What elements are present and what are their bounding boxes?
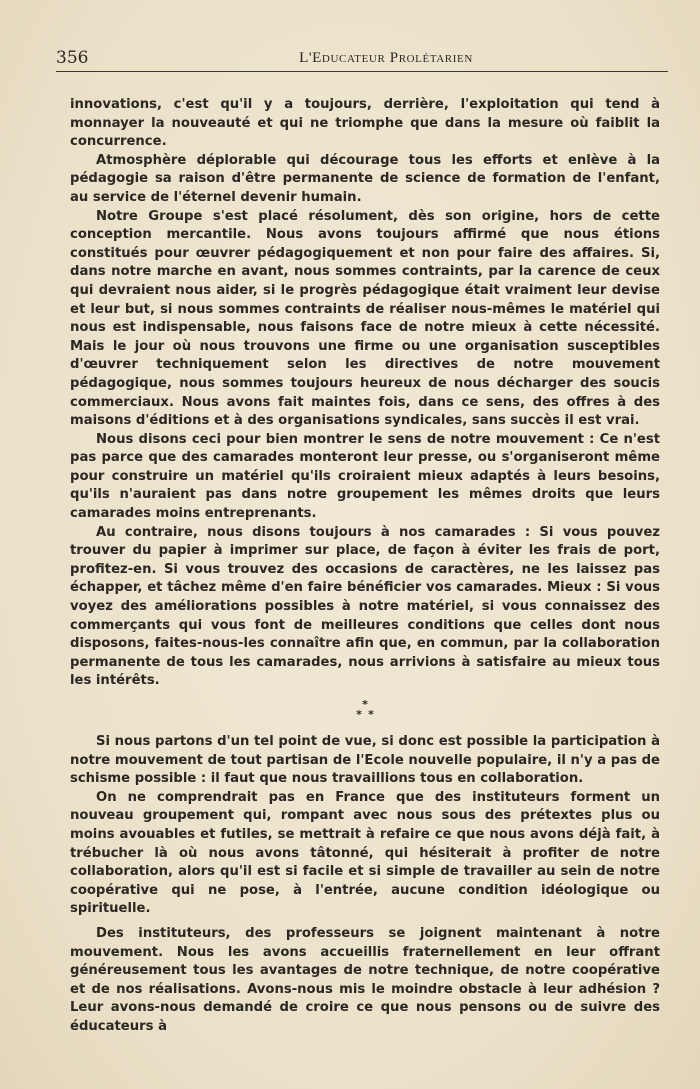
body-text (70, 96, 660, 1037)
paragraph: Nous disons ceci pour bien montrer le sens de notre mouvement : Ce n'est pas parce que des camarades monteront leur presse, ou s'organiseront même pour construire un matériel qu'ils croiraient mieux adaptés à leurs besoins, qu'ils n'auraient pas dans notre groupement les mêmes droits que leurs camarades moins entreprenants. (70, 431, 660, 522)
page-header (56, 44, 668, 74)
svg-text:*: * (356, 708, 362, 721)
page-number: 356 (56, 48, 89, 68)
svg-text:*: * (362, 698, 368, 711)
header-rule (56, 71, 668, 72)
paragraph: Notre Groupe s'est placé résolument, dès son origine, hors de cette conception mercantile. Nous avons toujours affirmé que nous étions constitués pour œuvrer pédagogiquement et non pour faire des affaires. Si, dans notre marche en avant, nous sommes contraints, par la carence de ceux qui devraient nous aider, si le progrès pédagogique était vraiment leur devise et leur but, si nous sommes contraints de réaliser nous-mêmes le matériel qui nous est indispensable, nous faisons face de notre mieux à cette nécessité. Mais le jour où nous trouvons une firme ou une organisation susceptibles d'œuvrer techniquement selon les directives de notre mouvement pédagogique, nous sommes toujours heureux de nous décharger des soucis commerciaux. Nous avons fait maintes fois, dans ce sens, des offres à des maisons d'éditions et à des organisations syndicales, sans succès il est vrai. (70, 208, 660, 429)
svg-text:*: * (368, 708, 374, 721)
asterism-separator (70, 697, 660, 733)
paragraph: On ne comprendrait pas en France que des instituteurs forment un nouveau groupement qui, rompant avec nous sous des prétextes plus ou moins avouables et futiles, se mettrait à refaire ce que nous avons déjà fait, à trébucher là où nous avons tâtonné, qui hésiterait à profiter de notre collaboration, alors qu'il est si facile et si simple de travailler au sein de notre coopérative qui ne pose, à l'entrée, aucune condition idéologique ou spirituelle. (70, 789, 660, 917)
running-title: L'Educateur Prolétarien (299, 50, 473, 66)
paragraph: Si nous partons d'un tel point de vue, si donc est possible la participation à notre mouvement de tout partisan de l'Ecole nouvelle populaire, il n'y a pas de schisme possible : il faut que nous travaillions tous en collaboration. (70, 734, 660, 787)
asterism-icon (350, 697, 380, 727)
paragraph: Au contraire, nous disons toujours à nos camarades : Si vous pouvez trouver du papier à imprimer sur place, de façon à éviter les frais de port, profitez-en. Si vous trouvez des occasions de caractères, ne les laissez pas échapper, et tâchez même d'en faire bénéficier vos camarades. Mieux : Si vous voyez des améliorations possibles à notre matériel, si vous connaissez des commerçants qui vous font de meilleures conditions que celles dont nous disposons, faites-nous-les connaître afin que, en commun, par la collaboration permanente de tous les camarades, nous arrivions à satisfaire au mieux tous les intérêts. (70, 524, 660, 689)
paragraph: Des instituteurs, des professeurs se joignent maintenant à notre mouvement. Nous les avons accueillis fraternellement en leur offrant généreusement tous les avantages de notre technique, de notre coopérative et de nos réalisations. Avons-nous mis le moindre obstacle à leur adhésion ? Leur avons-nous demandé de croire ce que nous pensons ou de suivre des éducateurs à (70, 925, 660, 1034)
paragraph-continuation: innovations, c'est qu'il y a toujours, derrière, l'exploitation qui tend à monnayer la nouveauté et qui ne triomphe que dans la mesure où faiblit la concurrence. (70, 97, 660, 150)
paragraph: Atmosphère déplorable qui décourage tous les efforts et enlève à la pédagogie sa raison d'être permanente de science de formation de l'enfant, au service de l'éternel devenir humain. (70, 152, 660, 205)
